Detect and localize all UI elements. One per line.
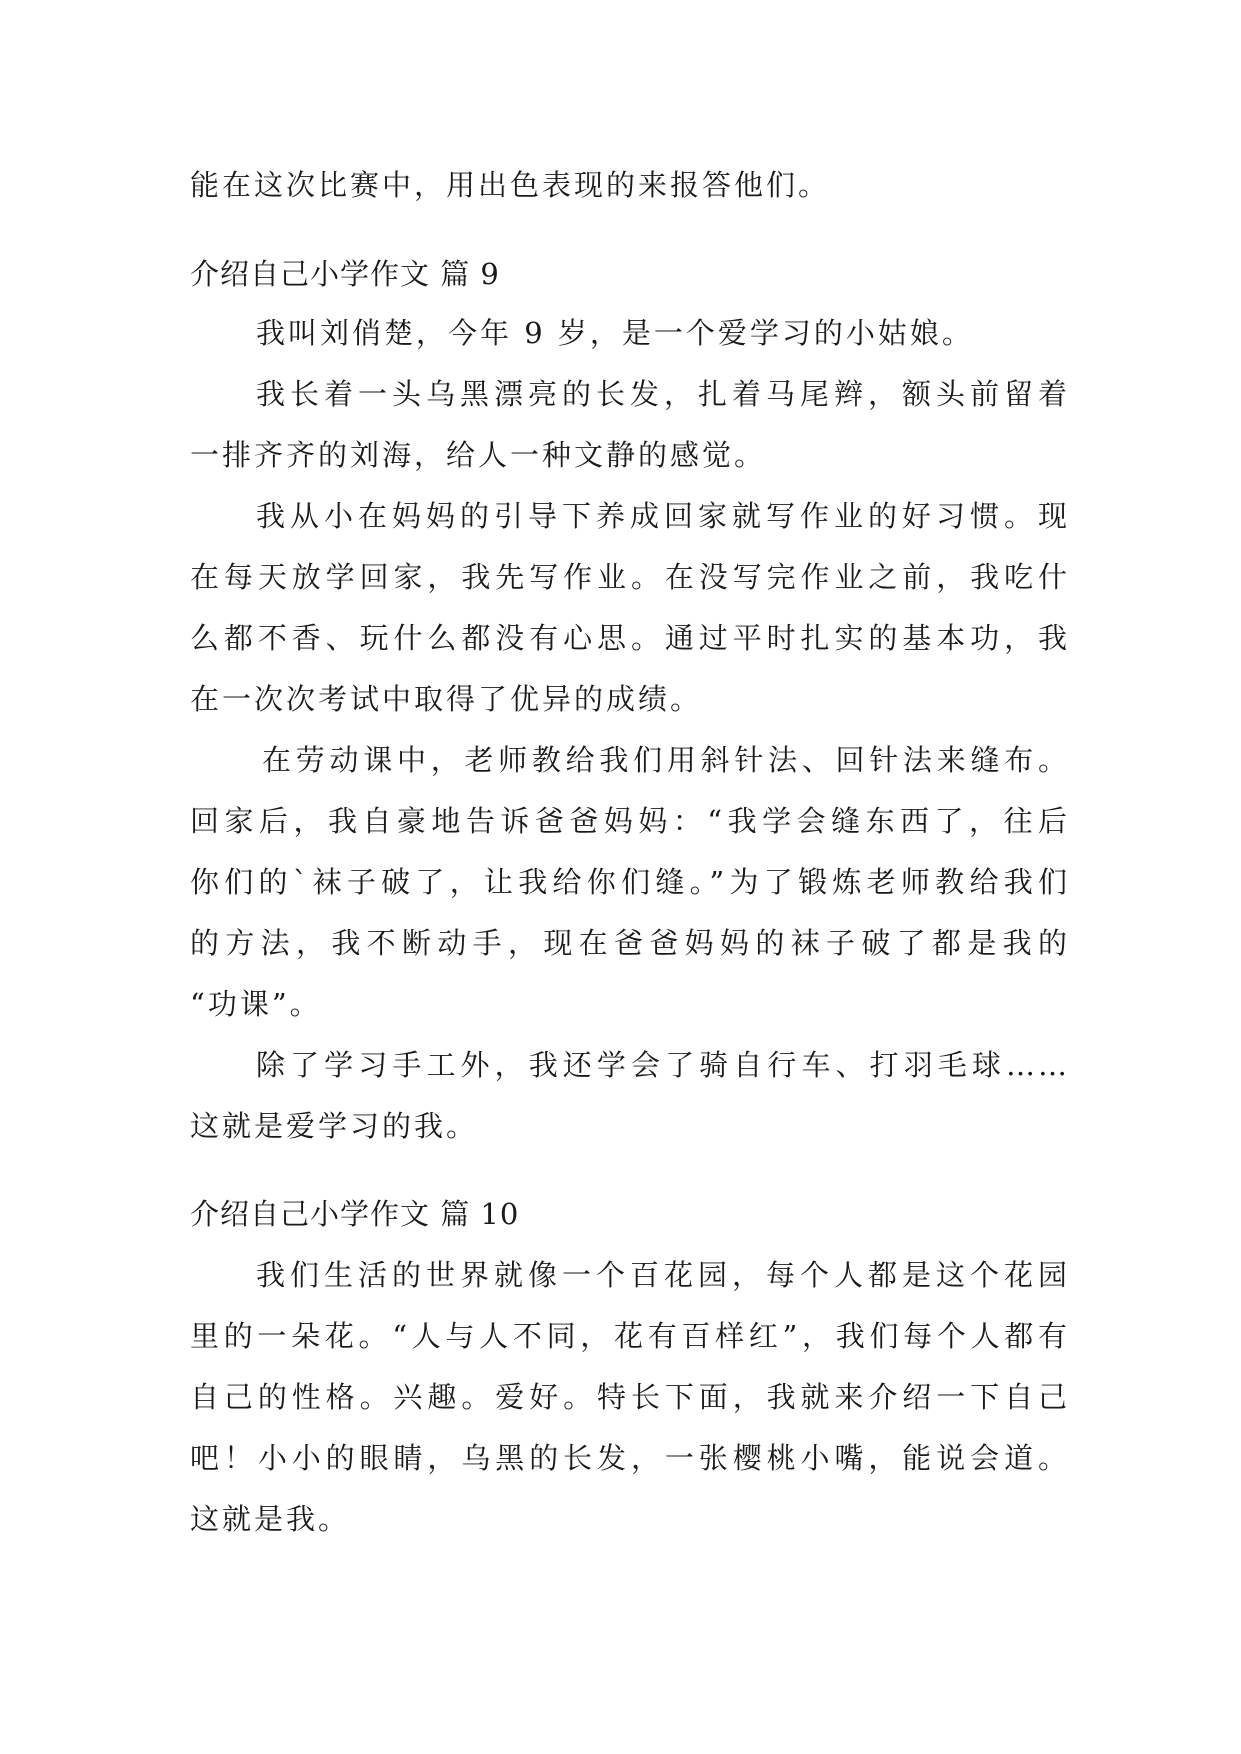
section-heading: 介绍自己小学作文 篇 10 — [190, 1197, 520, 1231]
paragraph-line: 你们的`袜子破了，让我给你们缝。”为了锻炼老师教给我们 — [190, 865, 1070, 899]
paragraph-line: 我们生活的世界就像一个百花园，每个人都是这个花园 — [256, 1258, 1070, 1292]
paragraph-line: 这就是我。 — [190, 1502, 351, 1536]
paragraph-line: 一排齐齐的刘海，给人一种文静的感觉。 — [190, 438, 767, 472]
paragraph-line: 在劳动课中，老师教给我们用斜针法、回针法来缝布。 — [262, 743, 1070, 777]
paragraph-line: 我从小在妈妈的引导下养成回家就写作业的好习惯。现 — [256, 499, 1070, 533]
section-heading: 介绍自己小学作文 篇 9 — [190, 257, 500, 291]
paragraph-line: 回家后，我自豪地告诉爸爸妈妈：“我学会缝东西了，往后 — [190, 804, 1070, 838]
paragraph-line: 我长着一头乌黑漂亮的长发，扎着马尾辫，额头前留着 — [256, 377, 1070, 411]
paragraph-line: 么都不香、玩什么都没有心思。通过平时扎实的基本功，我 — [190, 621, 1070, 655]
paragraph-line: 吧！小小的眼睛，乌黑的长发，一张樱桃小嘴，能说会道。 — [190, 1441, 1070, 1475]
paragraph-line: 在一次次考试中取得了优异的成绩。 — [190, 682, 703, 716]
paragraph-line: 除了学习手工外，我还学会了骑自行车、打羽毛球…… — [256, 1048, 1070, 1082]
paragraph-line: 这就是爱学习的我。 — [190, 1109, 479, 1143]
paragraph-line: 在每天放学回家，我先写作业。在没写完作业之前，我吃什 — [190, 560, 1070, 594]
paragraph-line: 我叫刘俏楚，今年 9 岁，是一个爱学习的小姑娘。 — [256, 316, 974, 350]
paragraph-line: 里的一朵花。“人与人不同，花有百样红”，我们每个人都有 — [190, 1319, 1070, 1353]
paragraph-line: 自己的性格。兴趣。爱好。特长下面，我就来介绍一下自己 — [190, 1380, 1070, 1414]
carryover-line: 能在这次比赛中，用出色表现的来报答他们。 — [190, 168, 831, 202]
paragraph-line: “功课”。 — [190, 987, 322, 1021]
paragraph-line: 的方法，我不断动手，现在爸爸妈妈的袜子破了都是我的 — [190, 926, 1070, 960]
